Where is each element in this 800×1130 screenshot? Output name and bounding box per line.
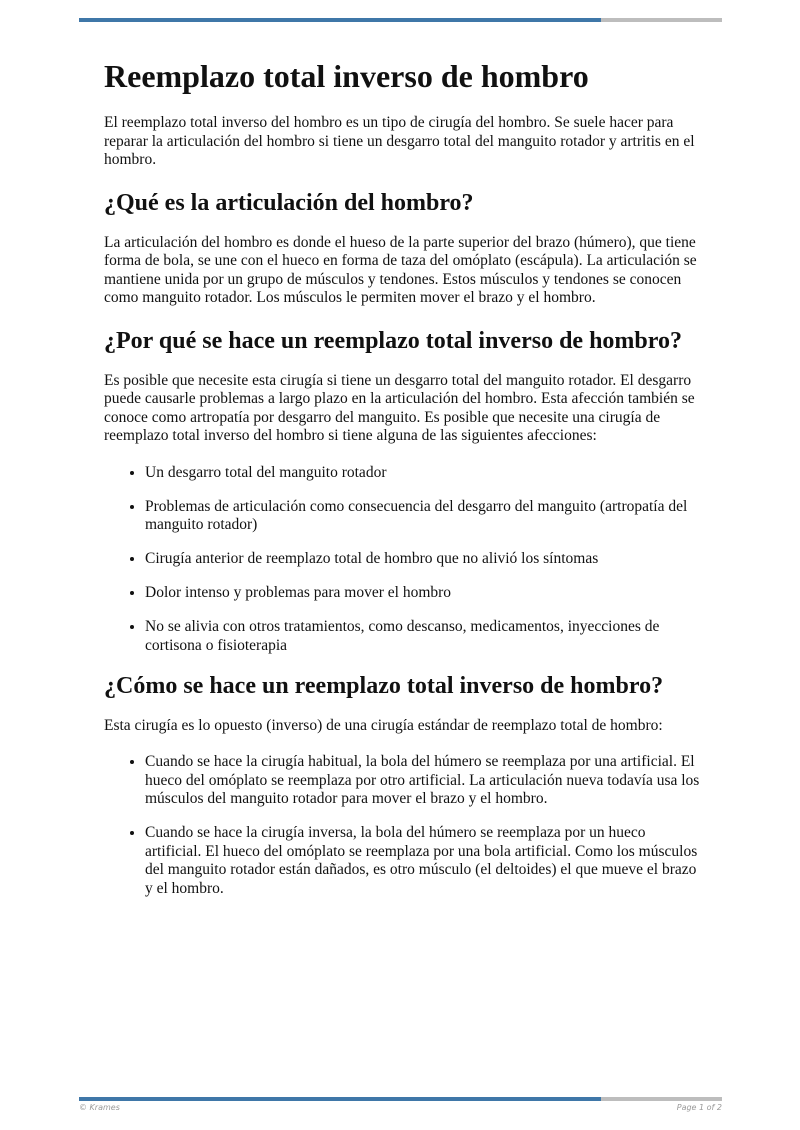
list-item: • No se alivia con otros tratamientos, como descanso, medicamentos, inyecciones de cortisona o fisioterapia [145,618,704,655]
header-bar [79,18,722,22]
section-heading: ¿Cómo se hace un reemplazo total inverso de hombro? [104,672,664,699]
copyright: © Krames [79,1103,120,1112]
list-item: • Dolor intenso y problemas para mover el hombro [145,584,704,603]
list-item: • Problemas de articulación como consecuencia del desgarro del manguito (artropatía del manguito rotador) [145,498,704,535]
footer-bar-gray [601,1097,722,1101]
header-bar-gray [601,18,722,22]
page-number: Page 1 of 2 [676,1103,722,1112]
header-bar-accent [79,18,601,22]
list-item: • Cuando se hace la cirugía inversa, la bola del húmero se reemplaza por un hueco artificial. El hueco del omóplato se reemplaza por una bola artificial. Como los músculos del manguito rotador están dañados, es otro músculo (el deltoides) el que mueve el brazo y el hombro. [145,824,704,898]
section-paragraph: Esta cirugía es lo opuesto (inverso) de una cirugía estándar de reemplazo total de hombro: [104,716,663,734]
procedure-list [104,753,704,898]
document-body [104,56,704,914]
list-item: • Un desgarro total del manguito rotador [145,464,704,483]
section-paragraph: Es posible que necesite esta cirugía si tiene un desgarro total del manguito rotador. El desgarro puede causarle problemas a largo plazo en la articulación del hombro. Esta afección también se conoce como artropatía por desgarro del manguito. Es posible que necesite una cirugía de reemplazo total inverso del hombro si tiene alguna de las siguientes afecciones: [104,371,695,444]
footer-bar [79,1097,722,1101]
page-title: Reemplazo total inverso de hombro [104,58,589,94]
section-paragraph: La articulación del hombro es donde el hueso de la parte superior del brazo (húmero), que tiene forma de bola, se une con el hueco en forma de taza del omóplato (escápula). La articulación se mantiene unida por un grupo de músculos y tendones. Estos músculos y tendones se conocen como manguito rotador. Los músculos le permiten mover el brazo y el hombro. [104,233,697,306]
section-heading: ¿Por qué se hace un reemplazo total inverso de hombro? [104,327,682,354]
list-item: • Cuando se hace la cirugía habitual, la bola del húmero se reemplaza por una artificial. El hueco del omóplato se reemplaza por otro artificial. La articulación nueva todavía usa los músculos del manguito rotador para mover el brazo y el hombro. [145,753,704,809]
footer-bar-accent [79,1097,601,1101]
section-heading: ¿Qué es la articulación del hombro? [104,189,474,216]
footer [79,1103,722,1112]
intro-paragraph: El reemplazo total inverso del hombro es un tipo de cirugía del hombro. Se suele hacer para reparar la articulación del hombro si tiene un desgarro total del manguito rotador y artritis en el hombro. [104,114,695,168]
conditions-list [104,464,704,656]
list-item: • Cirugía anterior de reemplazo total de hombro que no alivió los síntomas [145,550,704,569]
